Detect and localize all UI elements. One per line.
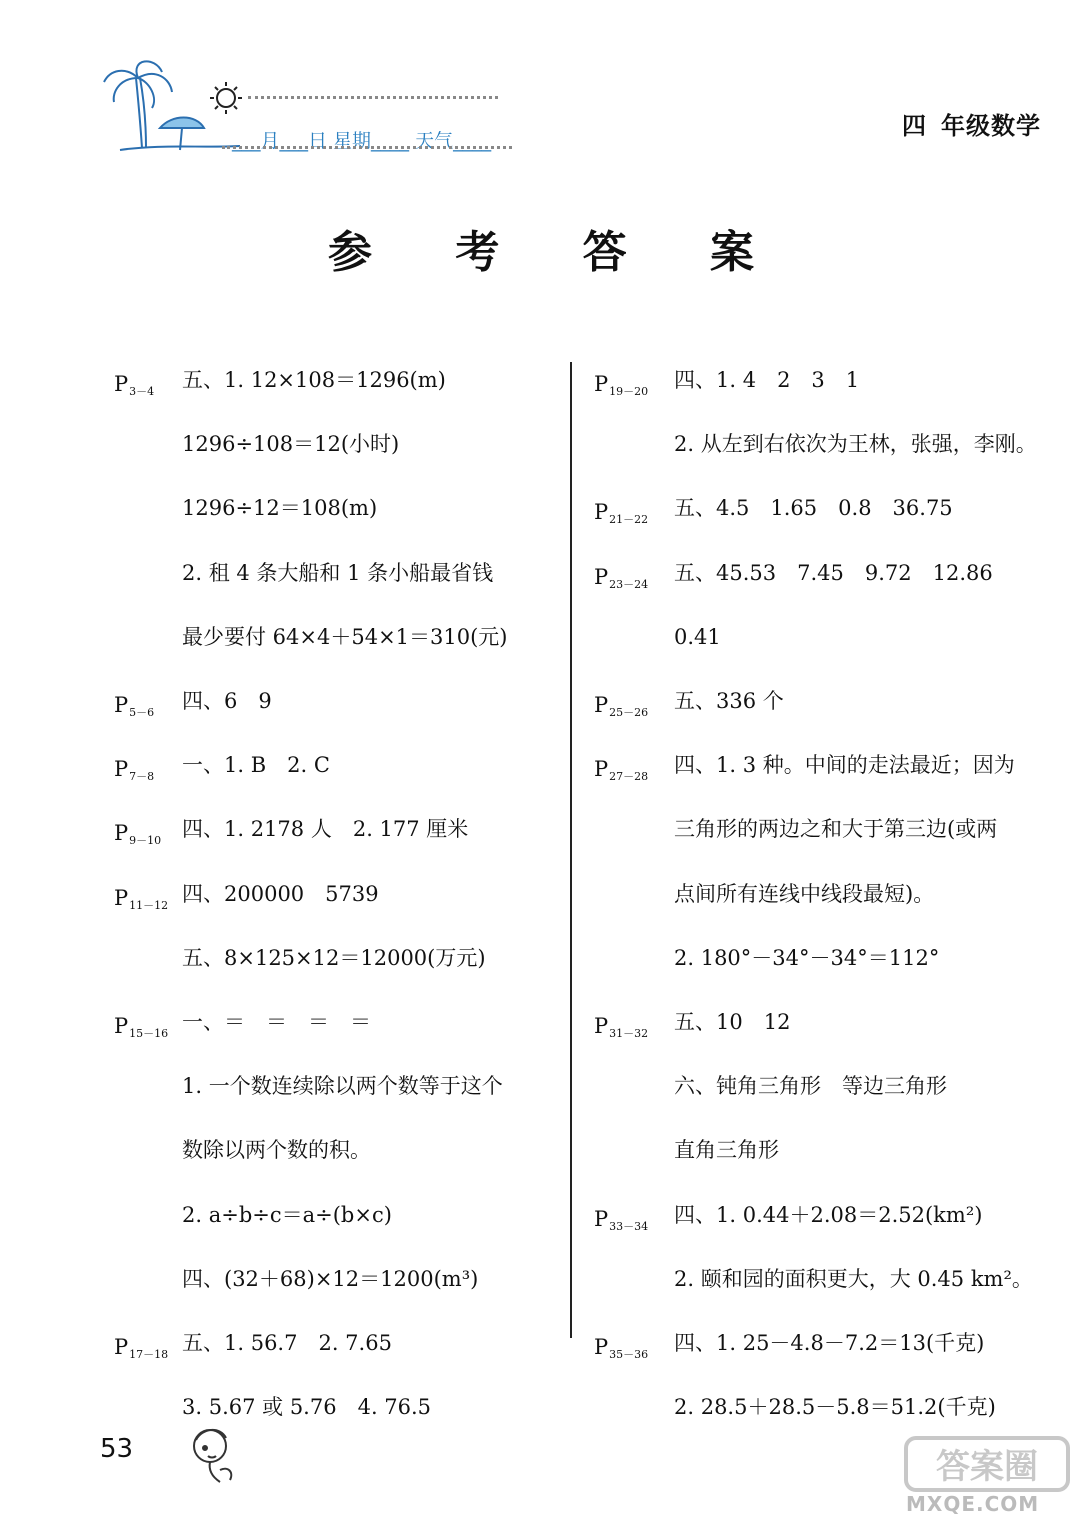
answer-line: 2. 28.5＋28.5－5.8＝51.2(千克) [674,1395,996,1420]
page-ref-range: 9－10 [129,834,162,848]
page-title: 参 考 答 案 [328,227,788,278]
page-ref-range: 7－8 [129,770,155,784]
page-ref [114,757,155,784]
page-ref-letter: P [594,564,609,589]
answer-line: 2. a÷b÷c＝a÷(b×c) [182,1202,392,1227]
answer-line: 五、1. 12×108＝1296(m) [182,368,446,392]
page-ref-range: 11－12 [129,898,169,912]
answer-line: 数除以两个数的积。 [182,1138,371,1163]
page-ref-range: 21－22 [609,513,649,527]
answer-line: 2. 180°－34°－34°＝112° [674,945,940,970]
page-ref [594,372,648,396]
answer-line: 五、4.5 1.65 0.8 36.75 [674,496,953,521]
answer-line: 四、1. 0.44＋2.08＝2.52(km²) [674,1202,983,1227]
page-ref-range: 3－4 [129,385,155,398]
answer-line: 1296÷12＝108(m) [182,496,378,521]
page-number: 53 [100,1434,134,1464]
answer-line: 四、1. 4 2 3 1 [674,368,860,392]
page-ref-range: 35－36 [609,1348,649,1361]
answer-line: 一、1. B 2. C [182,753,330,778]
watermark-logo-text: 答案圈 [936,1447,1038,1487]
grade-char: 四 [902,112,927,140]
page-ref [114,886,168,910]
page-ref [114,693,154,717]
answer-line: 1. 一个数连续除以两个数等于这个 [182,1074,503,1099]
page-ref-letter: P [594,1335,609,1359]
page-ref-letter: P [114,757,129,782]
page-ref-letter: P [594,1014,609,1038]
grade-subject-label [902,106,1041,141]
page-ref-letter: P [594,693,609,717]
answer-line: 四、6 9 [182,689,272,713]
answer-line: 2. 从左到右依次为王林，张强，李刚。 [674,432,1037,457]
page-ref-range: 27－28 [609,770,649,784]
page-ref-letter: P [114,372,129,396]
answer-line: 2. 颐和园的面积更大，大 0.45 km²。 [674,1266,1033,1291]
page-ref-range: 17－18 [129,1348,169,1361]
subject-label: 年级数学 [941,112,1041,140]
page-ref [594,757,649,784]
date-weather-line: ___月___日 星期____ 天气____ [232,130,492,152]
page-ref [114,1014,168,1038]
answer-line: 0.41 [674,624,721,649]
answer-line: 四、1. 3 种。中间的走法最近；因为 [674,753,1015,778]
answer-line: 五、8×125×12＝12000(万元) [182,945,486,970]
answer-line: 六、钝角三角形 等边三角形 [674,1074,947,1099]
page-ref-letter: P [114,821,129,846]
sun-icon [210,82,242,114]
page-ref-range: 33－34 [609,1219,649,1233]
answer-line: 点间所有连线中线段最短)。 [674,881,935,906]
answer-line: 五、336 个 [674,689,784,713]
page-ref-letter: P [114,693,129,717]
answer-line: 四、1. 2178 人 2. 177 厘米 [182,817,469,842]
answer-line: 三角形的两边之和大于第三边(或两 [674,817,998,842]
answer-line: 五、1. 56.7 2. 7.65 [182,1331,392,1355]
page-ref-letter: P [114,885,129,910]
page-ref-letter: P [114,1335,129,1359]
page-ref-range: 25－26 [609,706,649,719]
answer-line: 五、10 12 [674,1010,791,1034]
page-ref [594,565,648,589]
page-ref [594,693,648,717]
page-ref-letter: P [594,372,609,396]
page-ref-range: 23－24 [609,577,649,591]
page-ref-range: 19－20 [609,385,649,398]
cartoon-child-icon [180,1420,250,1490]
page-ref-range: 31－32 [609,1027,649,1040]
answer-line: 四、(32＋68)×12＝1200(m³) [182,1266,479,1291]
dotted-rule-bottom [222,146,512,149]
page-ref [114,1335,168,1359]
answer-line: 1296÷108＝12(小时) [182,432,400,457]
page-ref [594,500,649,527]
answer-line: 一、＝ ＝ ＝ ＝ [182,1010,371,1034]
answer-line: 2. 租 4 条大船和 1 条小船最省钱 [182,560,494,585]
answer-line: 3. 5.67 或 5.76 4. 76.5 [182,1395,432,1420]
page-ref-range: 15－16 [129,1027,169,1040]
column-divider [570,362,572,1338]
answer-line: 最少要付 64×4＋54×1＝310(元) [182,624,508,649]
page-ref-letter: P [594,1206,609,1231]
watermark-url: MXQE.COM [906,1492,1040,1516]
page-ref-range: 5－6 [129,706,155,719]
answer-line: 五、45.53 7.45 9.72 12.86 [674,560,993,585]
page-ref [594,1014,648,1038]
page-ref-letter: P [594,500,609,525]
answer-line: 直角三角形 [674,1138,779,1163]
page-ref [594,1335,648,1359]
answer-line: 四、1. 25－4.8－7.2＝13(千克) [674,1331,985,1355]
page-ref-letter: P [594,757,609,782]
page-ref [114,821,162,848]
page-ref-letter: P [114,1014,129,1038]
page-ref [114,372,154,396]
page-ref [594,1207,648,1231]
answer-line: 四、200000 5739 [182,881,379,906]
dotted-rule-top [248,96,498,99]
